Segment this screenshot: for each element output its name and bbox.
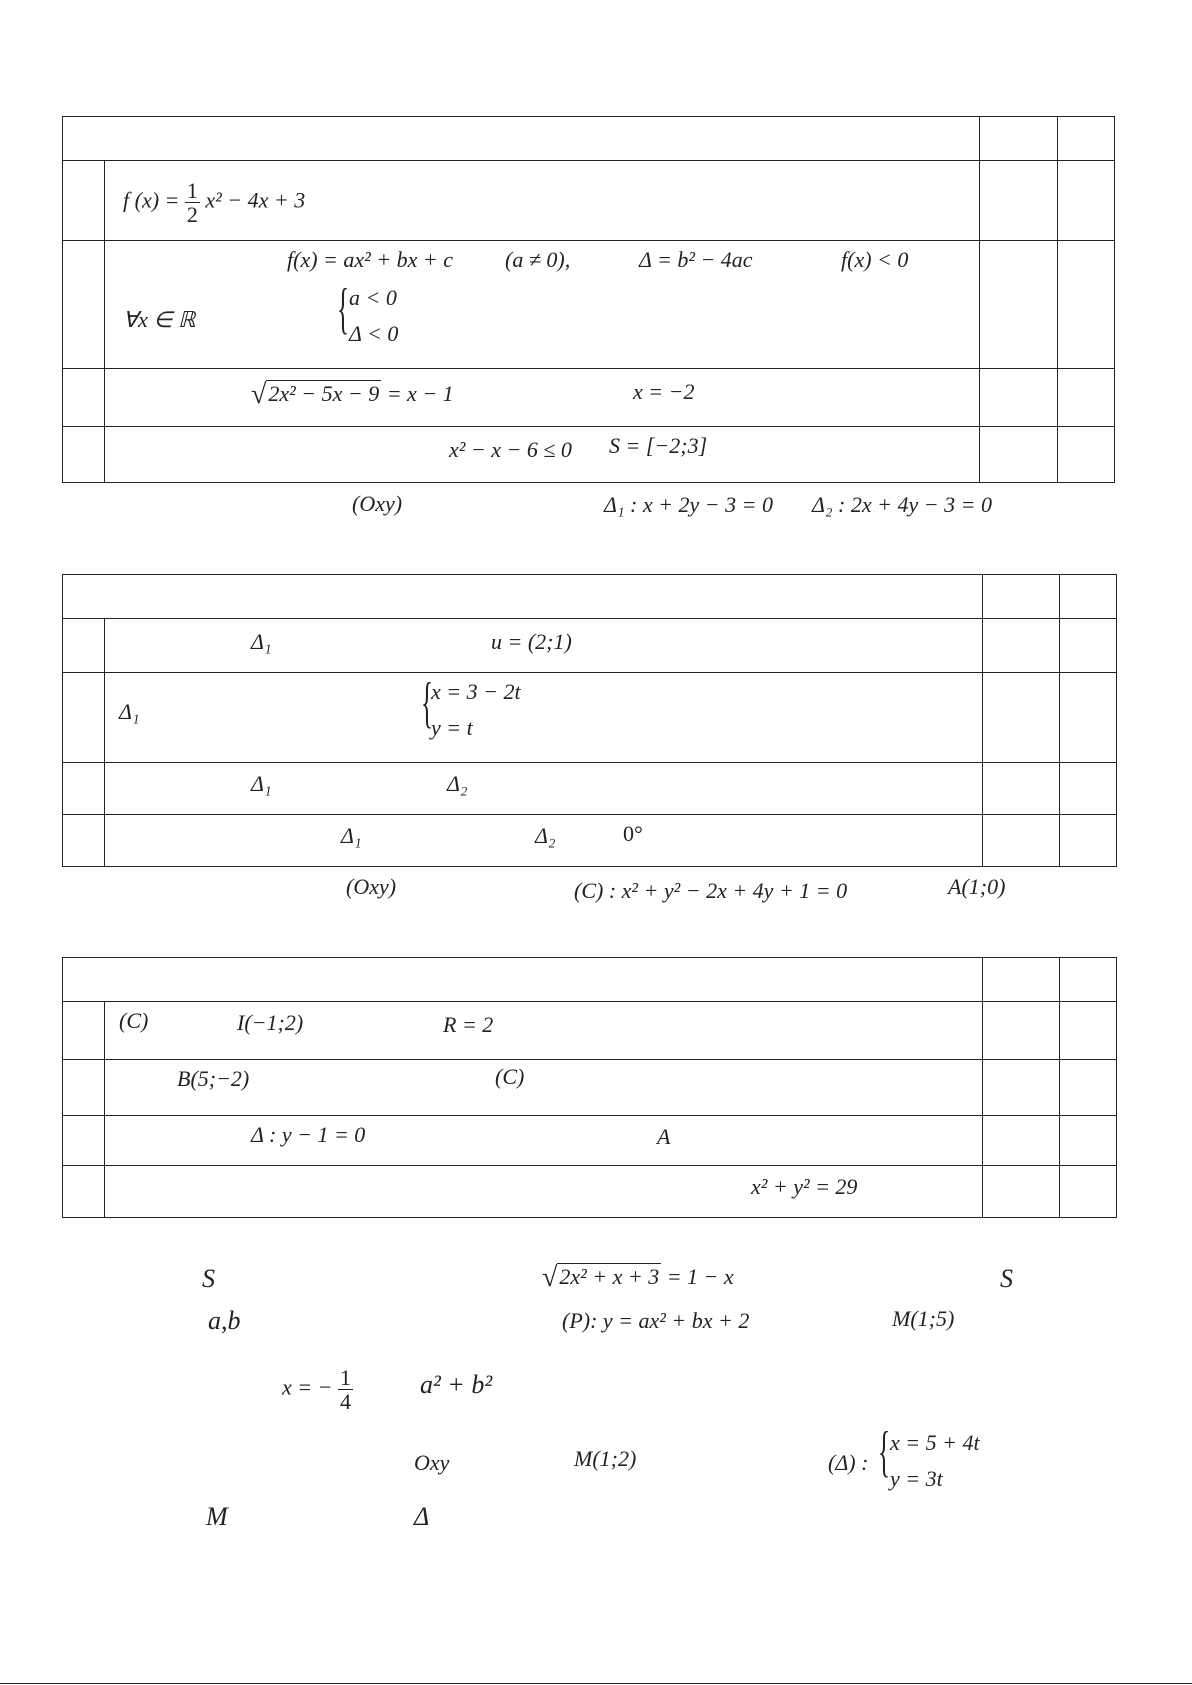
point-a: A: [657, 1124, 671, 1149]
statement-cell: [105, 1166, 983, 1218]
header-true: [983, 575, 1060, 619]
answer-true[interactable]: [983, 1166, 1060, 1218]
line-delta-label: (Δ) :: [828, 1450, 869, 1475]
statement-cell: [105, 1002, 983, 1060]
row-label: [63, 1166, 105, 1218]
delta-1: Δ₁: [251, 629, 272, 654]
header-false: [1060, 958, 1117, 1002]
radical-equation: √2x² − 5x − 9 = x − 1: [251, 379, 454, 410]
point-b: B(5;−2): [177, 1066, 250, 1091]
x-value: x = −2: [633, 379, 695, 404]
system-line-2: Δ < 0: [349, 321, 399, 346]
circle-equation: (C) : x² + y² − 2x + 4y + 1 = 0: [574, 878, 848, 903]
param-y: y = 3t: [890, 1466, 943, 1491]
statement-cell: [105, 673, 983, 763]
statement-cell: [105, 1060, 983, 1116]
set-s: S: [1000, 1264, 1013, 1293]
line-delta: Δ: [414, 1502, 430, 1531]
answer-false[interactable]: [1058, 161, 1115, 241]
answer-false[interactable]: [1060, 673, 1117, 763]
answer-true[interactable]: [983, 763, 1060, 815]
system-brace: {: [337, 278, 350, 340]
statement-cell: [105, 427, 980, 483]
header-true: [980, 117, 1058, 161]
header-false: [1060, 575, 1117, 619]
row-label: [63, 241, 105, 369]
quadratic-definition: f(x) = ax² + bx + c: [287, 247, 453, 272]
answer-false[interactable]: [1060, 1060, 1117, 1116]
set-s: S: [202, 1264, 215, 1293]
vertex-x: x = − $\frac{1}{4}$: [282, 1365, 351, 1415]
param-x: x = 3 − 2t: [431, 679, 521, 704]
true-false-table-3: [62, 957, 1117, 1218]
center-i: I(−1;2): [237, 1010, 304, 1035]
row-label: [63, 815, 105, 867]
a-condition: (a ≠ 0),: [505, 247, 571, 272]
answer-true[interactable]: [983, 1002, 1060, 1060]
radius: R = 2: [443, 1012, 494, 1037]
answer-true[interactable]: [983, 619, 1060, 673]
statement-cell: [105, 619, 983, 673]
row-label: [63, 161, 105, 241]
line-delta: Δ : y − 1 = 0: [251, 1122, 366, 1147]
circle-c: (C): [495, 1064, 525, 1089]
table-header: [63, 575, 983, 619]
answer-false[interactable]: [1060, 1166, 1117, 1218]
answer-false[interactable]: [1060, 763, 1117, 815]
f-negative: f(x) < 0: [841, 247, 909, 272]
answer-true[interactable]: [980, 161, 1058, 241]
answer-true[interactable]: [983, 815, 1060, 867]
plane-oxy-1: (Oxy): [352, 491, 403, 516]
answer-false[interactable]: [1058, 427, 1115, 483]
statement-cell: [105, 1116, 983, 1166]
system-brace: {: [421, 672, 434, 734]
delta-1: Δ₁: [251, 771, 272, 796]
row-label: [63, 427, 105, 483]
inequality: x² − x − 6 ≤ 0: [449, 437, 572, 462]
answer-true[interactable]: [983, 673, 1060, 763]
answer-false[interactable]: [1058, 241, 1115, 369]
statement-cell: [105, 369, 980, 427]
line-delta-1: Δ₁ : x + 2y − 3 = 0: [604, 492, 773, 517]
delta-1: Δ₁: [341, 823, 362, 848]
table-header: [63, 117, 980, 161]
statement-cell: [105, 241, 980, 369]
direction-vector: u = (2;1): [491, 629, 572, 654]
row-label: [63, 673, 105, 763]
angle-value: 0°: [623, 821, 643, 846]
plane-oxy-3: Oxy: [414, 1450, 450, 1475]
answer-false[interactable]: [1060, 1116, 1117, 1166]
delta-2: Δ₂: [447, 771, 468, 796]
header-false: [1058, 117, 1115, 161]
circle-29: x² + y² = 29: [751, 1174, 858, 1199]
answer-false[interactable]: [1060, 619, 1117, 673]
plane-oxy-2: (Oxy): [346, 874, 397, 899]
answer-true[interactable]: [980, 427, 1058, 483]
parabola: (P): y = ax² + bx + 2: [562, 1308, 750, 1333]
delta-1: Δ₁: [119, 699, 140, 724]
answer-false[interactable]: [1058, 369, 1115, 427]
row-label: [63, 1002, 105, 1060]
true-false-table-2: [62, 574, 1117, 867]
params-ab: a,b: [208, 1306, 241, 1335]
page-bottom-rule: [0, 1683, 1192, 1684]
header-true: [983, 958, 1060, 1002]
row-label: [63, 619, 105, 673]
param-x: x = 5 + 4t: [890, 1430, 980, 1455]
line-delta-2: Δ₂ : 2x + 4y − 3 = 0: [812, 492, 992, 517]
forall-x: ∀x ∈ ℝ: [123, 307, 196, 332]
answer-false[interactable]: [1060, 1002, 1117, 1060]
discriminant: Δ = b² − 4ac: [639, 247, 753, 272]
answer-false[interactable]: [1060, 815, 1117, 867]
system-line-1: a < 0: [349, 285, 397, 310]
row-label: [63, 1116, 105, 1166]
table-header: [63, 958, 983, 1002]
row-label: [63, 1060, 105, 1116]
point-m: M: [206, 1502, 228, 1531]
row-label: [63, 369, 105, 427]
statement-cell: [105, 161, 980, 241]
statement-cell: [105, 815, 983, 867]
answer-true[interactable]: [983, 1060, 1060, 1116]
quadratic-function: f (x) = $\frac{1}{2}$ x² − 4x + 3: [123, 178, 306, 228]
point-a: A(1;0): [948, 874, 1006, 899]
param-y: y = t: [431, 715, 473, 740]
answer-true[interactable]: [983, 1116, 1060, 1166]
answer-true[interactable]: [980, 241, 1058, 369]
delta-2: Δ₂: [535, 823, 556, 848]
circle-c: (C): [119, 1008, 149, 1033]
system-brace: {: [878, 1421, 891, 1483]
solution-set: S = [−2;3]: [609, 433, 708, 458]
sum-of-squares: a² + b²: [420, 1370, 493, 1399]
point-m12: M(1;2): [574, 1446, 637, 1471]
point-m15: M(1;5): [892, 1306, 955, 1331]
true-false-table-1: [62, 116, 1115, 483]
row-label: [63, 763, 105, 815]
statement-cell: [105, 763, 983, 815]
radical-equation: √2x² + x + 3 = 1 − x: [542, 1262, 734, 1293]
answer-true[interactable]: [980, 369, 1058, 427]
